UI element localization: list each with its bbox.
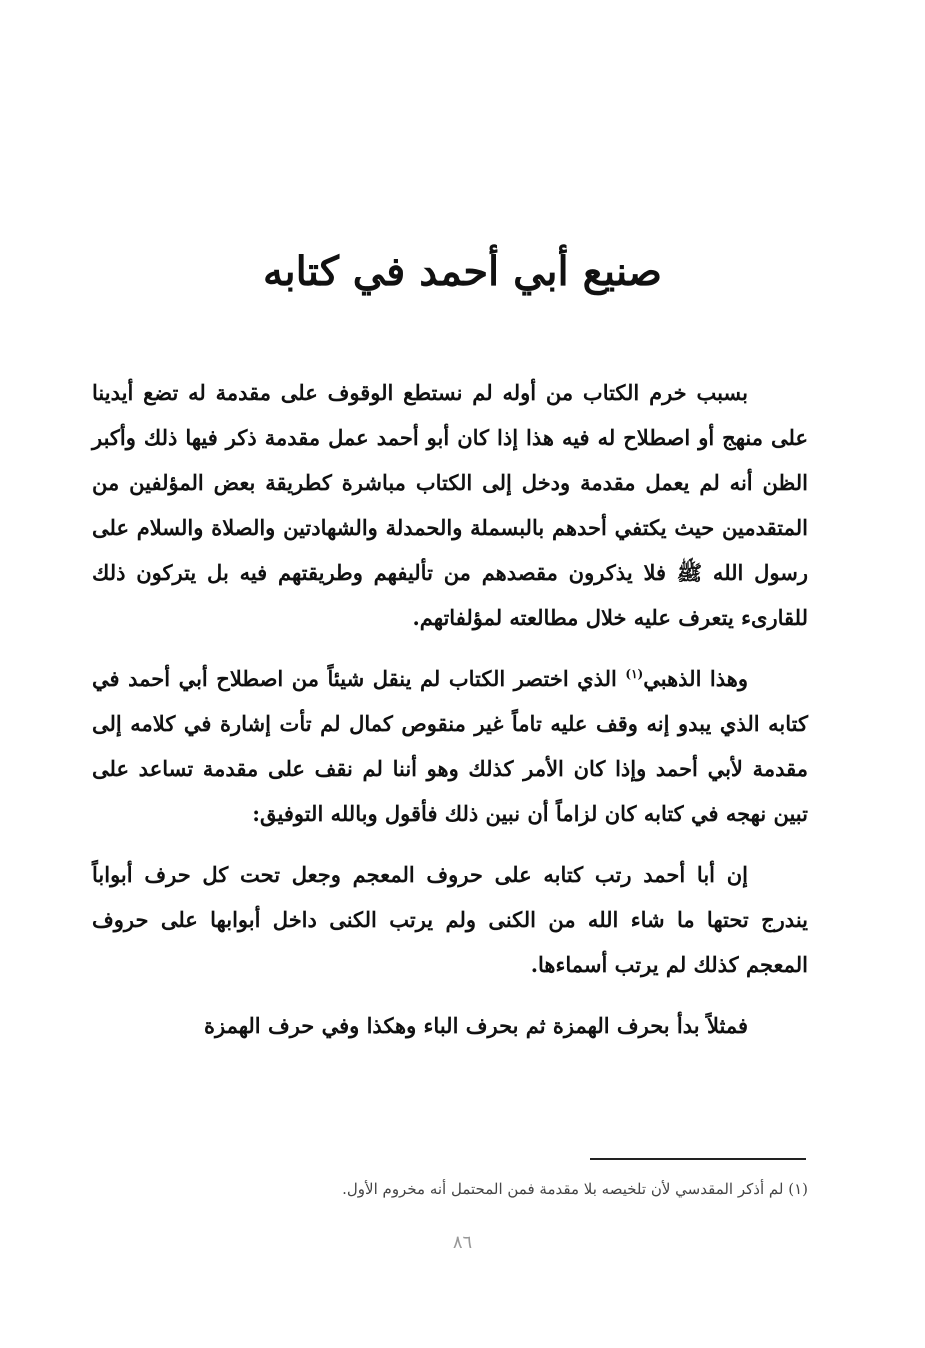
page-title: صنيع أبي أحمد في كتابه [263,248,662,295]
paragraph-2-text: الذي اختصر الكتاب لم ينقل شيئاً من اصطلاح أبي أحمد في كتابه الذي يبدو إنه وقف عليه تاماً غير منقوص كمال لم تأت إشارة في كلامه إلى مقدمة لأبي أحمد وإذا كان الأمر كذلك وهو أننا لم نقف على مقدمة تساعد على تبين نهجه في كتابه كان لزاماً أن نبين ذلك فأقول وبالله التوفيق: [92,666,808,826]
body-text [92,370,808,1064]
paragraph-2-lead: وهذا الذهبي [643,666,748,691]
footnote-divider [590,1158,806,1160]
paragraph-1: بسبب خرم الكتاب من أوله لم نستطع الوقوف على مقدمة له تضع أيدينا على منهج أو اصطلاح له فيه هذا إذا كان أبو أحمد عمل مقدمة ذكر فيها ذلك وأكبر الظن أنه لم يعمل مقدمة ودخل إلى الكتاب مباشرة كطريقة بعض المؤلفين من المتقدمين حيث يكتفي أحدهم بالبسملة والحمدلة والشهادتين والصلاة والسلام على رسول الله ﷺ فلا يذكرون مقصدهم من تأليفهم وطريقتهم فيه بل يتركون ذلك للقارىء يتعرف عليه خلال مطالعته لمؤلفاتهم. [92,380,808,630]
paragraph-2 [92,656,808,836]
paragraph-4: فمثلاً بدأ بحرف الهمزة ثم بحرف الباء وهكذا وفي حرف الهمزة [203,1013,748,1038]
footnote: (١) لم أذكر المقدسي لأن تلخيصه بلا مقدمة فمن المحتمل أنه مخروم الأول. [342,1180,808,1198]
footnote-reference: (١) [625,667,644,681]
page-number: ٨٦ [452,1232,473,1253]
paragraph-3: إن أبا أحمد رتب كتابه على حروف المعجم وجعل تحت كل حرف أبواباً يندرج تحتها ما شاء الله من الكنى ولم يرتب الكنى داخل أبوابها على حروف المعجم كذلك لم يرتب أسماءها. [92,862,808,977]
